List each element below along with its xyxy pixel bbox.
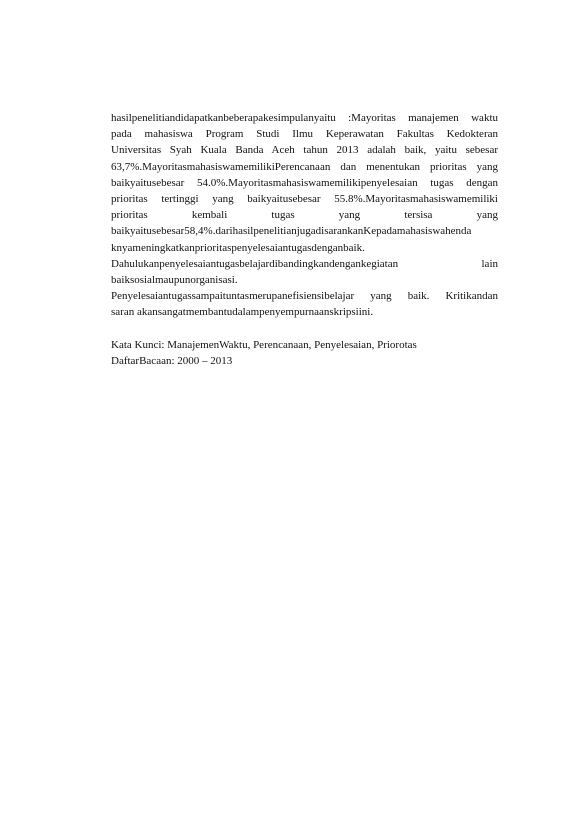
abstract-line-5: baikyaitusebesar 54.0%.Mayoritasmahasiswamemilikipenyelesaian tugas dengan xyxy=(111,176,498,189)
abstract-line-1: hasilpenelitiandidapatkanbeberapakesimpulanyaitu :Mayoritas manajemen waktu xyxy=(111,112,498,124)
abstract-line-3: Universitas Syah Kuala Banda Aceh tahun 2013 adalah baik, yaitu sebesar xyxy=(111,144,498,157)
abstract-line-6: prioritas tertinggi yang baikyaitusebesar 55.8%.Mayoritasmahasiswamemiliki xyxy=(111,193,498,206)
references-line: DaftarBacaan: 2000 – 2013 xyxy=(111,354,233,367)
abstract-line-11: baiksosialmaupunorganisasi. xyxy=(111,274,238,287)
abstract-line-12: Penyelesaiantugassampaituntasmerupanefisiensibelajar yang baik. Kritikandan xyxy=(111,290,498,303)
abstract-line-7: prioritas kembali tugas yang tersisa yang xyxy=(111,209,498,222)
paragraph-gap xyxy=(111,321,498,337)
keywords-line: Kata Kunci: ManajemenWaktu, Perencanaan, Penyelesaian, Priorotas xyxy=(111,338,417,351)
abstract-line-10: Dahulukanpenyelesaiantugasbelajardibandingkandengankegiatan lain xyxy=(111,257,498,270)
abstract-line-2: pada mahasiswa Program Studi Ilmu Keperawatan Fakultas Kedokteran xyxy=(111,128,498,141)
abstract-line-13: saran akansangatmembantudalampenyempurnaanskripsiini. xyxy=(111,306,374,319)
abstract-line-4: 63,7%.MayoritasmahasiswamemilikiPerencanaan dan menentukan prioritas yang xyxy=(111,160,498,173)
abstract-text xyxy=(111,110,498,369)
abstract-line-8: baikyaitusebesar58,4%.darihasilpenelitianjugadisarankanKepadamahasiswahenda xyxy=(111,225,472,238)
abstract-line-9: knyameningkatkanprioritaspenyelesaiantugasdenganbaik. xyxy=(111,241,365,254)
